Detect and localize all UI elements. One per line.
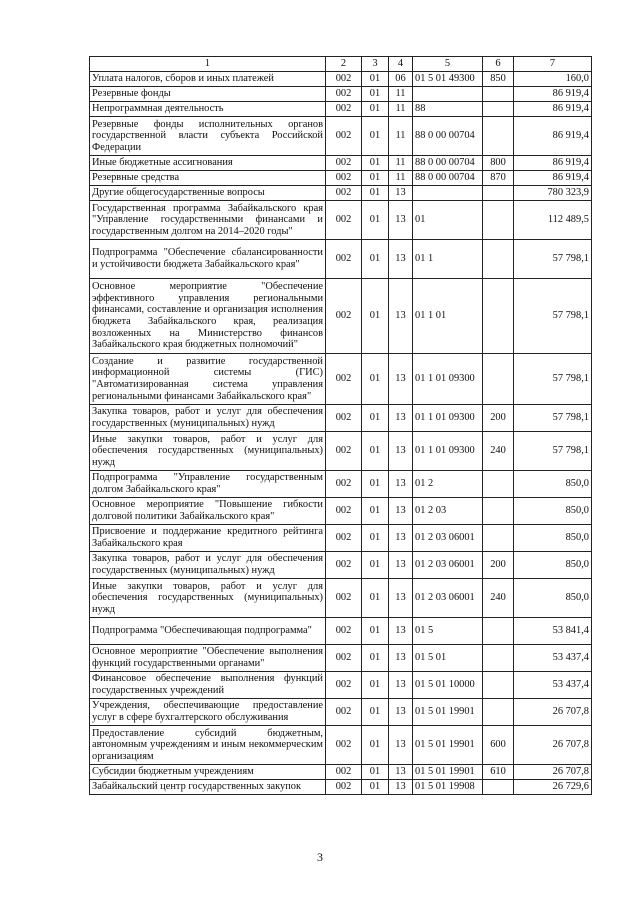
row-section: 01 (362, 117, 389, 156)
row-admin-code: 002 (326, 117, 362, 156)
table-row (90, 672, 592, 699)
row-amount: 53 437,4 (514, 672, 592, 699)
row-expense-type: 240 (483, 432, 514, 471)
row-section: 01 (362, 552, 389, 579)
column-header: 5 (413, 57, 483, 72)
row-target-article: 01 (413, 201, 483, 240)
table-row (90, 780, 592, 795)
row-target-article: 01 5 01 19901 (413, 765, 483, 780)
row-admin-code: 002 (326, 186, 362, 201)
row-admin-code: 002 (326, 618, 362, 645)
row-target-article: 01 5 01 19908 (413, 780, 483, 795)
row-subsection: 13 (389, 645, 413, 672)
row-target-article: 01 1 (413, 240, 483, 279)
row-subsection: 13 (389, 240, 413, 279)
row-name: Финансовое обеспечение выполнения функций государственных учреждений (90, 672, 326, 699)
row-target-article: 01 2 03 (413, 498, 483, 525)
row-target-article: 01 5 (413, 618, 483, 645)
row-expense-type (483, 201, 514, 240)
row-name: Предоставление субсидий бюджетным, автономным учреждениям и иным некоммерческим организациям (90, 726, 326, 765)
row-expense-type: 240 (483, 579, 514, 618)
table-row (90, 240, 592, 279)
row-target-article (413, 186, 483, 201)
table-row (90, 765, 592, 780)
row-target-article: 01 5 01 10000 (413, 672, 483, 699)
row-section: 01 (362, 780, 389, 795)
row-amount: 26 729,6 (514, 780, 592, 795)
table-row (90, 498, 592, 525)
row-name: Резервные средства (90, 171, 326, 186)
row-section: 01 (362, 279, 389, 354)
row-target-article: 88 0 00 00704 (413, 171, 483, 186)
table-row (90, 279, 592, 354)
row-expense-type (483, 780, 514, 795)
row-section: 01 (362, 72, 389, 87)
row-name: Закупка товаров, работ и услуг для обеспечения государственных (муниципальных) нужд (90, 552, 326, 579)
row-admin-code: 002 (326, 498, 362, 525)
row-name: Создание и развитие государственной информационной системы (ГИС) "Автоматизированная система управления региональными финансами Забайкальского края" (90, 354, 326, 405)
row-amount: 26 707,8 (514, 726, 592, 765)
row-admin-code: 002 (326, 672, 362, 699)
row-section: 01 (362, 579, 389, 618)
row-admin-code: 002 (326, 432, 362, 471)
row-admin-code: 002 (326, 780, 362, 795)
column-header: 6 (483, 57, 514, 72)
row-admin-code: 002 (326, 405, 362, 432)
row-section: 01 (362, 765, 389, 780)
table-row (90, 552, 592, 579)
row-admin-code: 002 (326, 726, 362, 765)
row-subsection: 13 (389, 726, 413, 765)
row-subsection: 13 (389, 354, 413, 405)
row-subsection: 11 (389, 171, 413, 186)
table-row (90, 699, 592, 726)
row-section: 01 (362, 672, 389, 699)
row-subsection: 06 (389, 72, 413, 87)
row-amount: 112 489,5 (514, 201, 592, 240)
row-amount: 57 798,1 (514, 432, 592, 471)
table-row (90, 186, 592, 201)
row-amount: 86 919,4 (514, 171, 592, 186)
table-row (90, 72, 592, 87)
row-amount: 850,0 (514, 579, 592, 618)
row-target-article: 88 0 00 00704 (413, 156, 483, 171)
table-row (90, 645, 592, 672)
row-expense-type: 850 (483, 72, 514, 87)
table-row (90, 117, 592, 156)
row-amount: 57 798,1 (514, 354, 592, 405)
row-admin-code: 002 (326, 525, 362, 552)
row-section: 01 (362, 354, 389, 405)
row-expense-type (483, 672, 514, 699)
row-admin-code: 002 (326, 765, 362, 780)
row-target-article: 01 5 01 (413, 645, 483, 672)
row-target-article: 01 1 01 09300 (413, 405, 483, 432)
row-subsection: 13 (389, 579, 413, 618)
row-subsection: 13 (389, 780, 413, 795)
row-name: Основное мероприятие "Обеспечение выполнения функций государственными органами" (90, 645, 326, 672)
row-section: 01 (362, 102, 389, 117)
row-target-article: 01 2 03 06001 (413, 579, 483, 618)
row-admin-code: 002 (326, 645, 362, 672)
row-amount: 780 323,9 (514, 186, 592, 201)
row-admin-code: 002 (326, 354, 362, 405)
table-row (90, 87, 592, 102)
row-amount: 53 437,4 (514, 645, 592, 672)
row-expense-type (483, 279, 514, 354)
row-name: Подпрограмма "Обеспечивающая подпрограмма" (90, 618, 326, 645)
row-subsection: 11 (389, 156, 413, 171)
table-header (90, 57, 592, 72)
row-amount: 57 798,1 (514, 405, 592, 432)
row-amount: 86 919,4 (514, 102, 592, 117)
row-expense-type (483, 498, 514, 525)
row-target-article: 01 1 01 09300 (413, 432, 483, 471)
row-admin-code: 002 (326, 279, 362, 354)
row-expense-type: 200 (483, 405, 514, 432)
row-section: 01 (362, 201, 389, 240)
row-name: Основное мероприятие "Обеспечение эффективного управления региональными финансами, составление и организация исполнения бюджета Забайкальского края, реализация возложенных на Министерство финансов Забайкальского края бюджетных полномочий" (90, 279, 326, 354)
row-target-article: 01 2 03 06001 (413, 525, 483, 552)
row-name: Присвоение и поддержание кредитного рейтинга Забайкальского края (90, 525, 326, 552)
row-admin-code: 002 (326, 552, 362, 579)
row-amount: 57 798,1 (514, 279, 592, 354)
row-section: 01 (362, 87, 389, 102)
row-expense-type: 870 (483, 171, 514, 186)
row-expense-type (483, 102, 514, 117)
row-admin-code: 002 (326, 102, 362, 117)
page-number: 3 (317, 850, 323, 864)
row-admin-code: 002 (326, 201, 362, 240)
row-subsection: 13 (389, 432, 413, 471)
row-section: 01 (362, 186, 389, 201)
row-amount: 850,0 (514, 471, 592, 498)
row-expense-type (483, 117, 514, 156)
row-target-article: 01 5 01 19901 (413, 726, 483, 765)
row-name: Другие общегосударственные вопросы (90, 186, 326, 201)
column-header: 2 (326, 57, 362, 72)
row-section: 01 (362, 240, 389, 279)
row-subsection: 13 (389, 279, 413, 354)
table-row (90, 102, 592, 117)
row-name: Уплата налогов, сборов и иных платежей (90, 72, 326, 87)
table-row (90, 525, 592, 552)
row-name: Учреждения, обеспечивающие предоставление услуг в сфере бухгалтерского обслуживания (90, 699, 326, 726)
table-row (90, 579, 592, 618)
row-amount: 86 919,4 (514, 156, 592, 171)
table-row (90, 156, 592, 171)
row-amount: 26 707,8 (514, 765, 592, 780)
table-row (90, 432, 592, 471)
row-admin-code: 002 (326, 579, 362, 618)
header-row (90, 57, 592, 72)
row-expense-type (483, 699, 514, 726)
row-target-article: 01 2 (413, 471, 483, 498)
row-amount: 850,0 (514, 525, 592, 552)
row-section: 01 (362, 699, 389, 726)
row-admin-code: 002 (326, 72, 362, 87)
row-amount: 850,0 (514, 498, 592, 525)
column-header: 3 (362, 57, 389, 72)
row-name: Государственная программа Забайкальского края "Управление государственными финансами и государственным долгом на 2014–2020 годы" (90, 201, 326, 240)
row-admin-code: 002 (326, 87, 362, 102)
row-name: Резервные фонды исполнительных органов государственной власти субъекта Российской Федерации (90, 117, 326, 156)
row-name: Непрограммная деятельность (90, 102, 326, 117)
row-subsection: 13 (389, 201, 413, 240)
row-subsection: 13 (389, 552, 413, 579)
row-section: 01 (362, 471, 389, 498)
row-admin-code: 002 (326, 240, 362, 279)
column-header: 7 (514, 57, 592, 72)
row-name: Резервные фонды (90, 87, 326, 102)
table-row (90, 201, 592, 240)
row-admin-code: 002 (326, 471, 362, 498)
row-expense-type (483, 471, 514, 498)
row-section: 01 (362, 645, 389, 672)
row-subsection: 13 (389, 471, 413, 498)
budget-table (89, 56, 592, 795)
row-section: 01 (362, 726, 389, 765)
row-target-article: 88 0 00 00704 (413, 117, 483, 156)
row-subsection: 13 (389, 618, 413, 645)
table-row (90, 618, 592, 645)
row-expense-type (483, 354, 514, 405)
row-subsection: 13 (389, 699, 413, 726)
row-name: Основное мероприятие "Повышение гибкости долговой политики Забайкальского края" (90, 498, 326, 525)
row-amount: 26 707,8 (514, 699, 592, 726)
row-amount: 57 798,1 (514, 240, 592, 279)
row-subsection: 11 (389, 117, 413, 156)
table-body (90, 72, 592, 795)
row-name: Забайкальский центр государственных закупок (90, 780, 326, 795)
row-target-article: 88 (413, 102, 483, 117)
row-expense-type (483, 525, 514, 552)
row-section: 01 (362, 171, 389, 186)
row-section: 01 (362, 156, 389, 171)
row-amount: 850,0 (514, 552, 592, 579)
row-name: Субсидии бюджетным учреждениям (90, 765, 326, 780)
row-target-article: 01 1 01 09300 (413, 354, 483, 405)
row-expense-type: 200 (483, 552, 514, 579)
row-subsection: 13 (389, 672, 413, 699)
row-target-article (413, 87, 483, 102)
row-subsection: 13 (389, 186, 413, 201)
row-target-article: 01 5 01 49300 (413, 72, 483, 87)
row-section: 01 (362, 405, 389, 432)
row-amount: 53 841,4 (514, 618, 592, 645)
table-row (90, 471, 592, 498)
row-name: Иные бюджетные ассигнования (90, 156, 326, 171)
row-admin-code: 002 (326, 171, 362, 186)
row-subsection: 13 (389, 405, 413, 432)
row-admin-code: 002 (326, 156, 362, 171)
column-header: 1 (90, 57, 326, 72)
row-name: Подпрограмма "Управление государственным долгом Забайкальского края" (90, 471, 326, 498)
table-row (90, 354, 592, 405)
row-amount: 160,0 (514, 72, 592, 87)
row-name: Иные закупки товаров, работ и услуг для обеспечения государственных (муниципальных) нужд (90, 579, 326, 618)
row-admin-code: 002 (326, 699, 362, 726)
row-expense-type (483, 87, 514, 102)
row-expense-type (483, 618, 514, 645)
table-row (90, 405, 592, 432)
row-subsection: 11 (389, 87, 413, 102)
table-row (90, 726, 592, 765)
row-name: Иные закупки товаров, работ и услуг для обеспечения государственных (муниципальных) нужд (90, 432, 326, 471)
row-subsection: 13 (389, 765, 413, 780)
row-subsection: 13 (389, 525, 413, 552)
row-expense-type (483, 240, 514, 279)
row-target-article: 01 1 01 (413, 279, 483, 354)
row-target-article: 01 2 03 06001 (413, 552, 483, 579)
row-expense-type: 610 (483, 765, 514, 780)
column-header: 4 (389, 57, 413, 72)
row-subsection: 11 (389, 102, 413, 117)
row-expense-type: 800 (483, 156, 514, 171)
row-expense-type (483, 186, 514, 201)
row-section: 01 (362, 525, 389, 552)
table-row (90, 171, 592, 186)
row-name: Подпрограмма "Обеспечение сбалансированности и устойчивости бюджета Забайкальского края" (90, 240, 326, 279)
row-section: 01 (362, 498, 389, 525)
row-section: 01 (362, 618, 389, 645)
row-name: Закупка товаров, работ и услуг для обеспечения государственных (муниципальных) нужд (90, 405, 326, 432)
row-amount: 86 919,4 (514, 117, 592, 156)
row-expense-type: 600 (483, 726, 514, 765)
row-section: 01 (362, 432, 389, 471)
row-amount: 86 919,4 (514, 87, 592, 102)
row-subsection: 13 (389, 498, 413, 525)
row-target-article: 01 5 01 19901 (413, 699, 483, 726)
row-expense-type (483, 645, 514, 672)
